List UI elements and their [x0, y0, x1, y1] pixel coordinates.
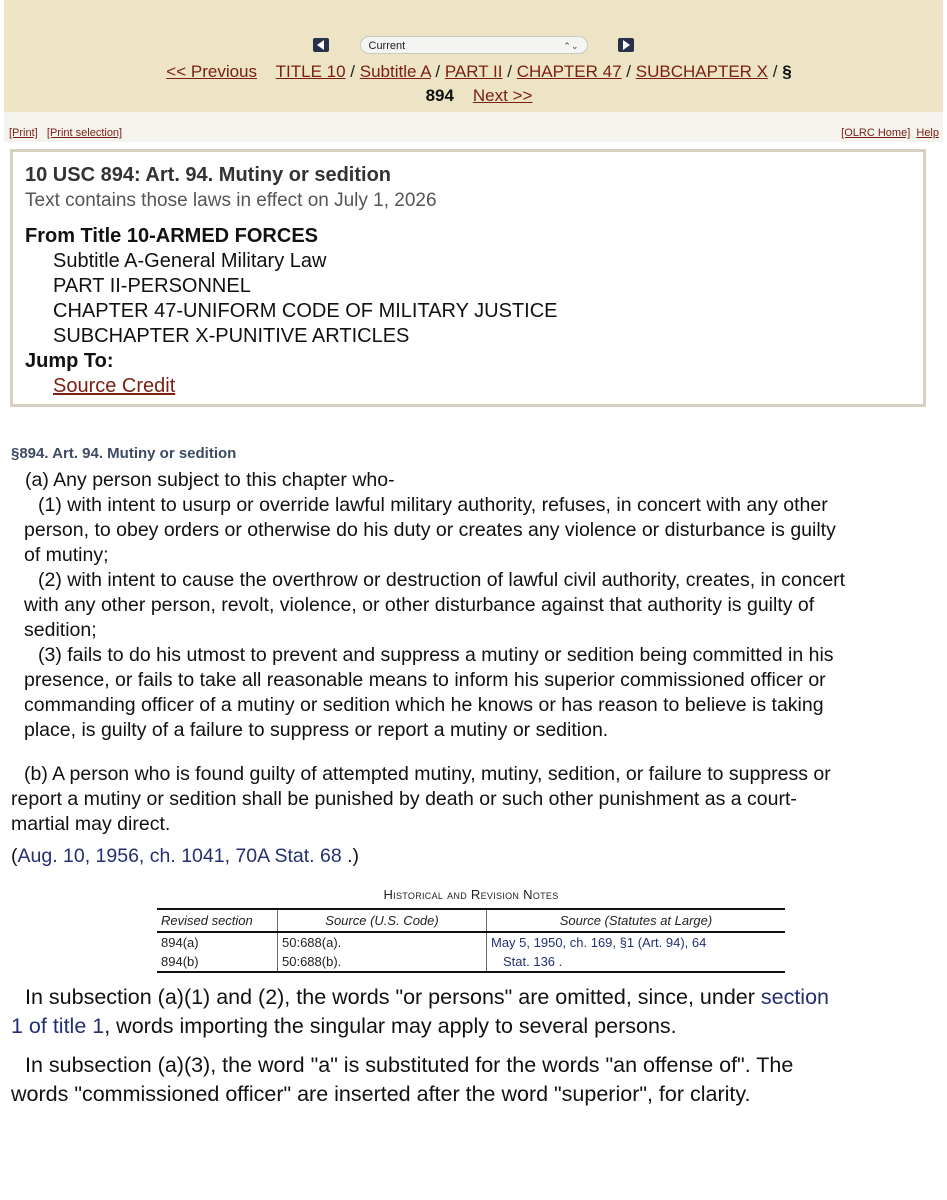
- breadcrumb-subtitle-link[interactable]: Subtitle A: [359, 62, 431, 81]
- navigation-bar: [4, 0, 943, 112]
- section-heading: §894. Art. 94. Mutiny or sedition: [11, 445, 237, 462]
- citation-open-paren: (: [11, 845, 18, 867]
- breadcrumb-chapter-link[interactable]: CHAPTER 47: [516, 62, 622, 81]
- table-cell: 50:688(a).: [278, 932, 487, 952]
- note-paragraph-1-cont: [11, 1012, 931, 1041]
- hierarchy-chapter: CHAPTER 47-UNIFORM CODE OF MILITARY JUSTICE: [53, 300, 558, 322]
- paragraph-a1-line: person, to obey orders or otherwise do his duty or creates any violence or disturbance is guilty: [24, 519, 836, 541]
- note-text: In subsection (a)(1) and (2), the words "or persons" are omitted, since, under: [25, 985, 761, 1009]
- paragraph-a2-line: (2) with intent to cause the overthrow or destruction of lawful civil authority, creates, in concert: [38, 569, 846, 591]
- hierarchy-subtitle: Subtitle A-General Military Law: [53, 250, 327, 272]
- revision-notes-table: [157, 908, 785, 973]
- subsection-b-line: martial may direct.: [11, 813, 171, 835]
- next-version-arrow-icon[interactable]: [618, 38, 634, 52]
- next-link[interactable]: Next >>: [472, 86, 533, 105]
- column-header: Source (Statutes at Large): [487, 909, 786, 932]
- paragraph-a2-line: sedition;: [24, 619, 97, 641]
- page-title: 10 USC 894: Art. 94. Mutiny or sedition: [25, 164, 392, 186]
- section-number: 894: [425, 86, 454, 105]
- paragraph-a2-line: with any other person, revolt, violence, or other disturbance against that authority is guilty of: [24, 594, 815, 616]
- select-chevron-icon: ⌃⌄: [563, 41, 579, 51]
- source-credit-link[interactable]: Source Credit: [53, 375, 176, 397]
- print-link[interactable]: [Print]: [9, 127, 38, 139]
- table-cell: 894(a): [161, 935, 199, 950]
- previous-version-arrow-icon[interactable]: [313, 38, 329, 52]
- paragraph-a3-line: (3) fails to do his utmost to prevent and suppress a mutiny or sedition being committed in his: [38, 644, 834, 666]
- notes-heading: Historical and Revision Notes: [383, 887, 559, 902]
- subsection-a-intro: (a) Any person subject to this chapter who-: [25, 469, 395, 491]
- help-link[interactable]: Help: [916, 127, 939, 139]
- section-info-box: [10, 149, 926, 407]
- note-paragraph-2-line: words "commissioned officer" are inserted after the word "superior", for clarity.: [11, 1082, 751, 1106]
- subsection-b-line: report a mutiny or sedition shall be punished by death or such other punishment as a court-: [11, 788, 797, 810]
- version-select-value: Current: [368, 40, 406, 52]
- breadcrumb-part-link[interactable]: PART II: [444, 62, 503, 81]
- table-cell: 50:688(b).: [278, 952, 487, 972]
- column-header: Revised section: [157, 909, 278, 932]
- table-row: [157, 932, 785, 952]
- paragraph-a1-line: (1) with intent to usurp or override lawful military authority, refuses, in concert with any other: [38, 494, 828, 516]
- version-select[interactable]: [360, 36, 588, 54]
- breadcrumb-title-link[interactable]: TITLE 10: [275, 62, 346, 81]
- previous-link[interactable]: << Previous: [166, 62, 258, 81]
- version-selector-row: [4, 36, 943, 54]
- title-1-link[interactable]: 1 of title 1: [11, 1014, 105, 1038]
- note-paragraph-1: [25, 983, 935, 1012]
- section-symbol: §: [782, 62, 792, 81]
- table-cell-link[interactable]: Stat. 136 .: [487, 952, 786, 972]
- paragraph-a3-line: presence, or fails to take all reasonable means to inform his superior commissioned officer or: [24, 669, 826, 691]
- table-cell-link[interactable]: May 5, 1950, ch. 169, §1 (Art. 94), 64: [487, 932, 786, 952]
- hierarchy-part: PART II-PERSONNEL: [53, 275, 251, 297]
- source-citation: [11, 845, 359, 868]
- effective-date-note: Text contains those laws in effect on July 1, 2026: [25, 190, 437, 211]
- citation-close-paren: .): [341, 845, 360, 867]
- table-cell: 894(b): [157, 952, 278, 972]
- from-title: From Title 10-ARMED FORCES: [25, 225, 318, 247]
- paragraph-a1-line: of mutiny;: [24, 544, 109, 566]
- citation-link[interactable]: Aug. 10, 1956, ch. 1041, 70A Stat. 68: [17, 845, 342, 867]
- breadcrumb-subchapter-link[interactable]: SUBCHAPTER X: [635, 62, 769, 81]
- print-selection-link[interactable]: [Print selection]: [46, 127, 123, 139]
- note-paragraph-2-line: In subsection (a)(3), the word "a" is substituted for the words "an offense of". The: [25, 1053, 794, 1077]
- jump-to-label: Jump To:: [25, 350, 114, 372]
- column-header: Source (U.S. Code): [278, 909, 487, 932]
- toolbar: [4, 112, 943, 142]
- section-link[interactable]: section: [760, 985, 829, 1009]
- breadcrumb: << Previous TITLE 10 / Subtitle A / PART II / CHAPTER 47 / SUBCHAPTER X / § 894 Next >>: [166, 62, 792, 105]
- paragraph-a3-line: place, is guilty of a failure to suppress or report a mutiny or sedition.: [24, 719, 609, 741]
- hierarchy-subchapter: SUBCHAPTER X-PUNITIVE ARTICLES: [53, 325, 410, 347]
- note-text: , words importing the singular may apply to several persons.: [104, 1014, 677, 1038]
- table-row: [157, 952, 785, 972]
- olrc-home-link[interactable]: [OLRC Home]: [841, 127, 911, 139]
- subsection-b-line: (b) A person who is found guilty of attempted mutiny, mutiny, sedition, or failure to suppress or: [24, 763, 831, 785]
- table-header-row: [157, 909, 785, 932]
- paragraph-a3-line: commanding officer of a mutiny or sedition which he knows or has reason to believe is taking: [24, 694, 824, 716]
